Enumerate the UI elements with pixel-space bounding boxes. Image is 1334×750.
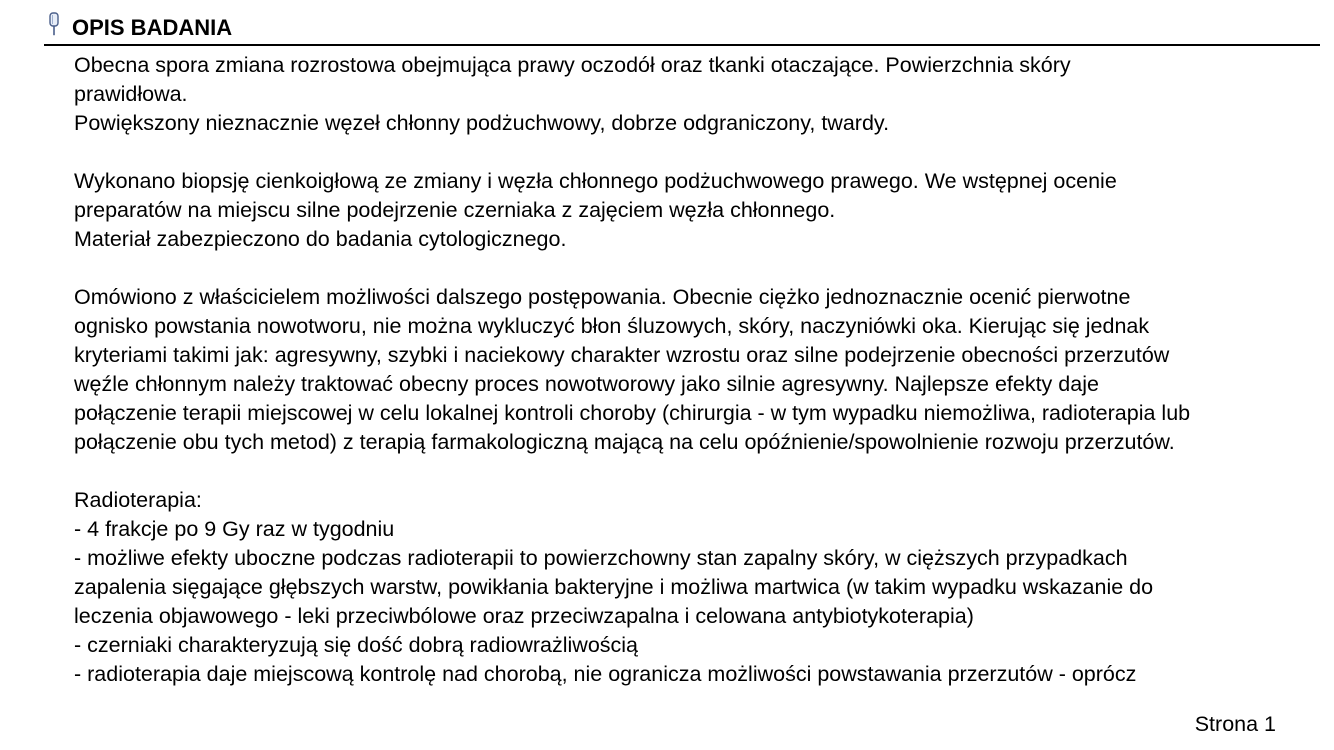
text-line: - radioterapia daje miejscową kontrolę nad chorobą, nie ogranicza możliwości powstawania przerzutów - oprócz	[74, 662, 1137, 686]
text-line: połączenie obu tych metod) z terapią farmakologiczną mającą na celu opóźnienie/spowolnienie rozwoju przerzutów.	[74, 430, 1175, 454]
section-header	[44, 8, 1320, 46]
text-line: ognisko powstania nowotworu, nie można wykluczyć błon śluzowych, skóry, naczyniówki oka. Kierując się jednak	[74, 314, 1150, 338]
document-body	[74, 51, 1324, 689]
text-line: prawidłowa.	[74, 82, 188, 106]
pin-icon	[46, 12, 62, 36]
page-number: Strona 1	[1194, 712, 1276, 736]
text-line: węźle chłonnym należy traktować obecny proces nowotworowy jako silnie agresywny. Najlepsze efekty daje	[74, 372, 1099, 396]
text-line: połączenie terapii miejscowej w celu lokalnej kontroli choroby (chirurgia - w tym wypadku niemożliwa, radioterapia lub	[74, 401, 1191, 425]
text-line: Materiał zabezpieczono do badania cytologicznego.	[74, 227, 567, 251]
blank-line	[74, 254, 1324, 283]
text-line: Powiększony nieznacznie węzeł chłonny podżuchwowy, dobrze odgraniczony, twardy.	[74, 111, 890, 135]
text-line: Radioterapia:	[74, 488, 202, 512]
text-line: Obecna spora zmiana rozrostowa obejmująca prawy oczodół oraz tkanki otaczające. Powierzchnia skóry	[74, 53, 1071, 77]
text-line: - 4 frakcje po 9 Gy raz w tygodniu	[74, 517, 395, 541]
text-line: - czerniaki charakteryzują się dość dobrą radiowrażliwością	[74, 633, 639, 657]
text-line: leczenia objawowego - leki przeciwbólowe oraz przeciwzapalna i celowana antybiotykoterapia)	[74, 604, 974, 628]
text-line: - możliwe efekty uboczne podczas radioterapii to powierzchowny stan zapalny skóry, w cięższych przypadkach	[74, 546, 1128, 570]
text-line: preparatów na miejscu silne podejrzenie czerniaka z zajęciem węzła chłonnego.	[74, 198, 836, 222]
section-title: OPIS BADANIA	[72, 15, 233, 40]
text-line: kryteriami takimi jak: agresywny, szybki i naciekowy charakter wzrostu oraz silne podejrzenie obecności przerzutów	[74, 343, 1170, 367]
text-line: zapalenia sięgające głębszych warstw, powikłania bakteryjne i możliwa martwica (w takim wypadku wskazanie do	[74, 575, 1154, 599]
text-line: Omówiono z właścicielem możliwości dalszego postępowania. Obecnie ciężko jednoznacznie ocenić pierwotne	[74, 285, 1131, 309]
blank-line	[74, 457, 1324, 486]
text-line: Wykonano biopsję cienkoigłową ze zmiany i węzła chłonnego podżuchwowego prawego. We wstępnej ocenie	[74, 169, 1117, 193]
blank-line	[74, 138, 1324, 167]
